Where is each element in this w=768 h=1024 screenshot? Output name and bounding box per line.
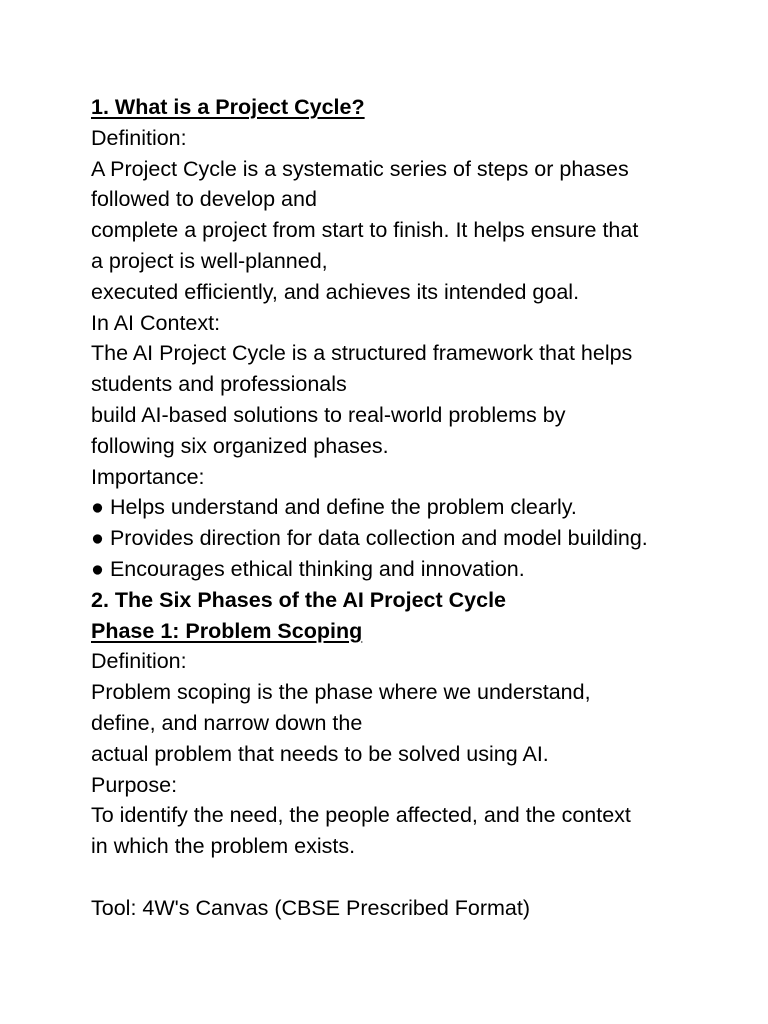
- document-page: [91, 92, 731, 924]
- phase-1-heading: Phase 1: Problem Scoping: [91, 618, 363, 643]
- section-1-heading: 1. What is a Project Cycle?: [91, 95, 365, 119]
- purpose-line-2: in which the problem exists.: [91, 834, 356, 859]
- ai-context-line-3: build AI-based solutions to real-world problems by: [91, 402, 566, 427]
- definition-line-3: complete a project from start to finish. It helps ensure that: [91, 218, 639, 243]
- definition-line-5: executed efficiently, and achieves its intended goal.: [91, 279, 580, 304]
- blank-line: [91, 862, 731, 893]
- definition-line-1: A Project Cycle is a systematic series of steps or phases: [91, 156, 629, 181]
- ai-context-line-4: following six organized phases.: [91, 433, 389, 458]
- ai-context-line-1: The AI Project Cycle is a structured framework that helps: [91, 341, 633, 366]
- definition-line-2: followed to develop and: [91, 187, 317, 212]
- section-2-heading: 2. The Six Phases of the AI Project Cycle: [91, 587, 507, 612]
- purpose-line-1: To identify the need, the people affected, and the context: [91, 803, 631, 828]
- importance-item-1: ● Helps understand and define the problem clearly.: [91, 495, 577, 520]
- importance-label: Importance:: [91, 464, 205, 489]
- importance-item-2: ● Provides direction for data collection and model building.: [91, 526, 648, 551]
- phase-1-definition-line-3: actual problem that needs to be solved using AI.: [91, 741, 549, 766]
- phase-1-definition-line-1: Problem scoping is the phase where we understand,: [91, 680, 591, 705]
- tool-line: Tool: 4W's Canvas (CBSE Prescribed Format): [91, 895, 531, 920]
- definition-label: Definition:: [91, 125, 187, 150]
- definition-line-4: a project is well-planned,: [91, 248, 328, 273]
- phase-1-definition-label: Definition:: [91, 649, 187, 674]
- purpose-label: Purpose:: [91, 772, 178, 797]
- phase-1-definition-line-2: define, and narrow down the: [91, 710, 363, 735]
- ai-context-label: In AI Context:: [91, 310, 221, 335]
- ai-context-line-2: students and professionals: [91, 372, 347, 397]
- importance-item-3: ● Encourages ethical thinking and innovation.: [91, 556, 525, 581]
